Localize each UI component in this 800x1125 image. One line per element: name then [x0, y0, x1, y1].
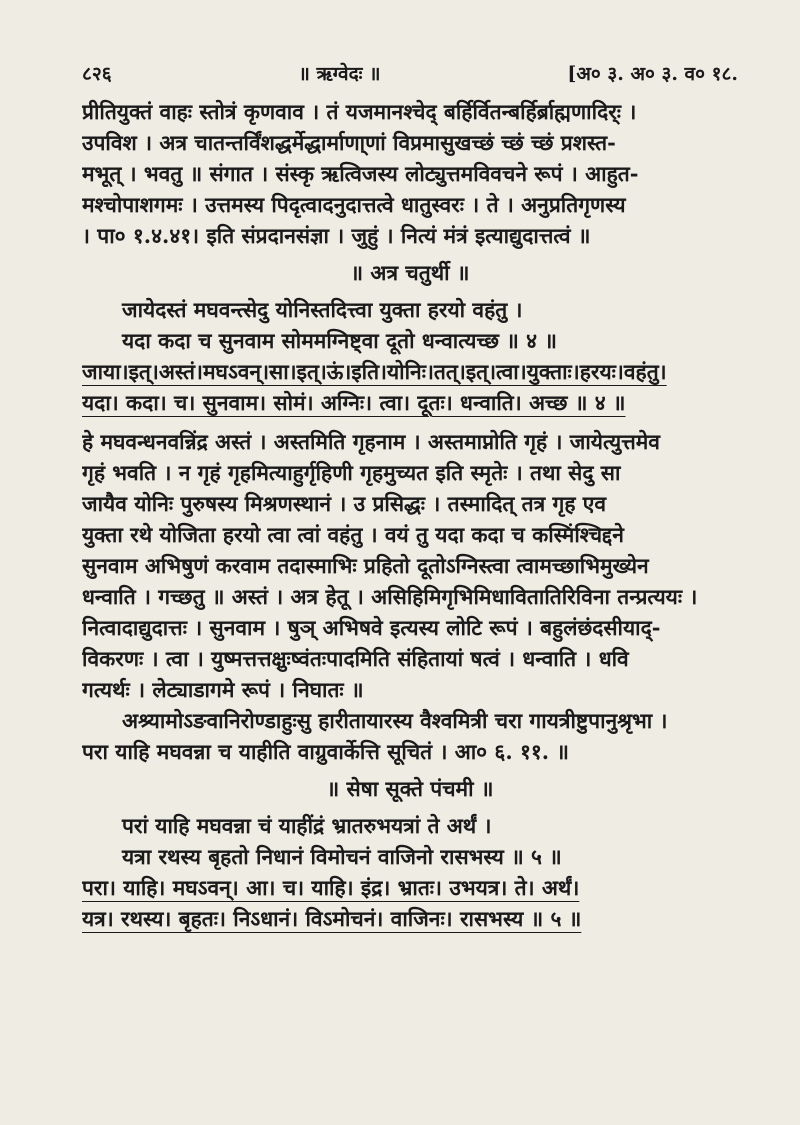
text-line: अश्र्यामोऽङवानिरोण्डाहुःसु हारीतायारस्य वैश्वमित्री चरा गायत्रीष्टुपानुश्रृभा ।	[122, 708, 668, 733]
text-line: धन्वाति । गच्छतु ॥ अस्तं । अत्र हेतू । असिहिमिगृभिमिधावितातिरिविना तन्प्रत्ययः ।	[82, 584, 698, 609]
padapatha-line: जाया।इत्।अस्तं।मघऽवन्।सा।इत्।ऊं।इति।योनिः।तत्।इत्।त्वा।युक्ताः।हरयः।वहंतु।	[82, 359, 667, 384]
padapatha	[82, 872, 738, 934]
text-line: मश्चोपाशगमः । उत्तमस्य पिदृत्वादनुदात्तत्वे धातुस्वरः । ते । अनुप्रतिगृणस्य	[82, 192, 626, 217]
running-title: ॥ ऋग्वेदः ॥	[298, 63, 381, 85]
text-line: नित्वादाद्युदात्तः । सुनवाम । षुञ् अभिषवे इत्यस्य लोटि रूपं । बहुलंछंदसीयाद्-	[82, 615, 661, 640]
text-line: प्रीतियुक्तं वाहः स्तोत्रं कृणवाव । तं यजमानश्चेद् बर्हिर्वितन्बर्हिर्ब्राह्मणादिर्ः ।	[82, 99, 637, 124]
padapatha	[82, 356, 738, 418]
text-line: जायैव योनिः पुरुषस्य मिश्रणस्थानं । उ प्रसिद्धः । तस्मादित् तत्र गृह एव	[82, 491, 607, 516]
verse-line: यदा कदा च सुनवाम सोममग्निष्ट्वा दूतो धन्वात्यच्छ ॥ ४ ॥	[122, 328, 557, 353]
section-heading: ॥ सेषा सूक्ते पंचमी ॥	[326, 776, 494, 801]
verse	[82, 810, 738, 872]
text-line: । पा० १.४.४१। इति संप्रदानसंज्ञा । जुहुं । नित्यं मंत्रं इत्याद्युदात्तत्वं ॥	[82, 223, 591, 248]
next-verse-intro	[82, 705, 738, 767]
text-line: गत्यर्थः । लेट्याडागमे रूपं । निघातः ॥	[82, 677, 364, 702]
verse	[82, 294, 738, 356]
page-header	[82, 60, 738, 86]
text-line: युक्ता रथे योजिता हरयो त्वा त्वां वहंतु । वयं तु यदा कदा च कस्मिंश्चिद्दने	[82, 522, 624, 547]
verse-line: परां याहि मघवन्ना चं याहींद्रं भ्रातरुभयत्रां ते अर्थं ।	[122, 813, 492, 838]
section-heading: ॥ अत्र चतुर्थी ॥	[350, 260, 470, 285]
verse-line: जायेदस्तं मघवन्त्सेदु योनिस्तदित्त्वा युक्ता हरयो वहंतु ।	[122, 297, 523, 322]
text-line: परा याहि मघवन्ना च याहीति वाग्रुवार्केत्ति सूचितं । आ० ६. ११. ॥	[82, 739, 569, 764]
text-line: उपविश । अत्र चातन्तर्विंशद्धर्मेद्धार्माणा्णां विप्रमासुखच्छं च्छं च्छं प्रशस्त-	[82, 130, 616, 155]
padapatha-line: परा। याहि। मघऽवन्। आ। च। याहि। इंद्र। भ्रातः। उभयत्र। ते। अर्थं।	[82, 875, 580, 900]
page-number: ८२६	[82, 63, 112, 85]
text-line: सुनवाम अभिषुणं करवाम तदास्माभिः प्रहितो दूतोऽग्निस्त्वा त्वामच्छाभिमुख्येन	[82, 553, 649, 578]
text-line: हे मघवन्धनवन्निंद्र अस्तं । अस्तमिति गृहनाम । अस्तमाप्नोति गृहं । जायेत्युत्तमेव	[82, 429, 660, 454]
section-reference: [अ० ३. अ० ३. व० १८.	[567, 63, 738, 85]
padapatha-line: यदा। कदा। च। सुनवाम। सोमं। अग्निः। त्वा। दूतः। धन्वाति। अच्छ ॥ ४ ॥	[82, 390, 626, 415]
text-line: मभूत् । भवतु ॥ संगात । संस्कृ ऋत्विजस्य लोट्युत्तमविवचने रूपं । आहुत-	[82, 161, 639, 186]
text-line: गृहं भवति । न गृहं गृहमित्याहुर्गृहिणी गृहमुच्यत इति स्मृतेः । तथा सेदु सा	[82, 460, 621, 485]
verse-line: यत्रा रथस्य बृहतो निधानं विमोचनं वाजिनो रासभस्य ॥ ५ ॥	[122, 844, 562, 869]
padapatha-line: यत्र। रथस्य। बृहतः। निऽधानं। विऽमोचनं। वाजिनः। रासभस्य ॥ ५ ॥	[82, 906, 582, 931]
commentary	[82, 426, 738, 705]
text-line: विकरणः । त्वा । युष्मत्तत्तक्षुःष्वंतःपादमिति संहितायां षत्वं । धन्वाति । धवि	[82, 646, 629, 671]
commentary-continued	[82, 96, 738, 251]
